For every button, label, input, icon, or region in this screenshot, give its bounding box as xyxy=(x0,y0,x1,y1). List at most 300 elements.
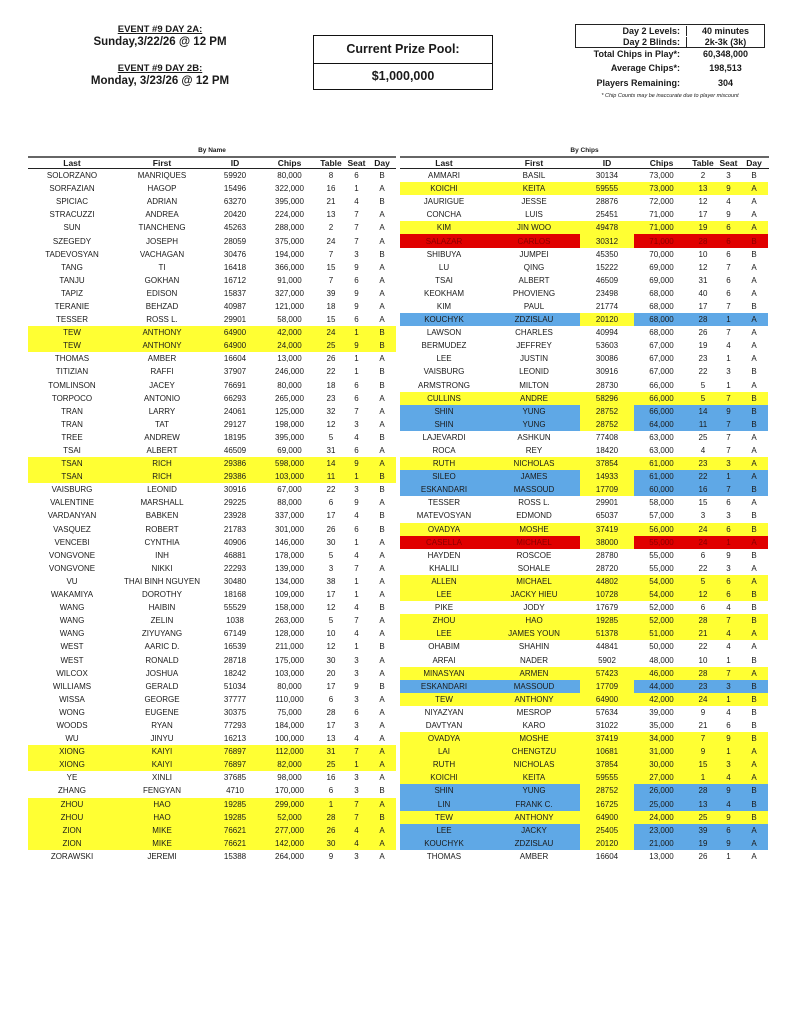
cell-seat: 9 xyxy=(354,262,359,272)
cell-day: A xyxy=(379,720,385,730)
cell-chips: 288,000 xyxy=(275,223,304,233)
table-row xyxy=(28,811,396,824)
cell-id: 15388 xyxy=(223,851,247,861)
table-row xyxy=(400,523,769,536)
cell-id: 16604 xyxy=(595,851,619,861)
cell-chips: 366,000 xyxy=(275,262,304,272)
cell-first: JUMPEI xyxy=(519,249,549,259)
cell-last: VALENTINE xyxy=(50,498,94,508)
table-row xyxy=(400,509,769,522)
table-row xyxy=(28,444,396,457)
table-row xyxy=(28,182,396,195)
table-row xyxy=(28,169,396,182)
cell-first: BABKEN xyxy=(145,511,179,521)
cell-chips: 82,000 xyxy=(262,758,317,771)
cell-day: B xyxy=(740,784,768,797)
table-row xyxy=(400,274,769,287)
cell-seat: 3 xyxy=(354,851,359,861)
cell-seat: 1 xyxy=(717,693,740,706)
cell-last: WEST xyxy=(60,655,84,665)
col-last: Last xyxy=(435,158,453,168)
cell-first: KAIYI xyxy=(116,745,208,758)
cell-table: 3 xyxy=(700,511,706,521)
cell-first: JAMES YOUN xyxy=(488,627,580,640)
cell-day: B xyxy=(379,432,385,442)
cell-table: 15 xyxy=(326,315,336,325)
cell-first: HAIBIN xyxy=(148,603,176,613)
cell-day: B xyxy=(379,171,385,181)
cell-day: A xyxy=(379,707,385,717)
table-row xyxy=(400,614,769,627)
cell-first: EUGENE xyxy=(145,707,179,717)
table-row xyxy=(400,640,769,653)
cell-first: HAO xyxy=(116,811,208,824)
cell-first: VACHAGAN xyxy=(139,249,185,259)
by-chips-caption: By Chips xyxy=(570,147,599,154)
cell-table: 5 xyxy=(689,575,717,588)
cell-first: ANTHONY xyxy=(488,811,580,824)
table-row xyxy=(400,536,769,549)
cell-chips: 277,000 xyxy=(262,824,317,837)
cell-seat: 7 xyxy=(345,798,368,811)
cell-day: A xyxy=(740,745,768,758)
cell-day: A xyxy=(751,432,757,442)
cell-first: MIKE xyxy=(116,824,208,837)
cell-first: BEHZAD xyxy=(145,301,179,311)
stat-players-value: 304 xyxy=(717,77,734,88)
table-row xyxy=(400,745,769,758)
cell-table: 13 xyxy=(689,182,717,195)
cell-id: 28752 xyxy=(580,418,634,431)
cell-id: 17709 xyxy=(580,680,634,693)
cell-first: KAIYI xyxy=(116,758,208,771)
cell-chips: 30,000 xyxy=(634,758,689,771)
cell-day: B xyxy=(751,511,757,521)
cell-day: B xyxy=(740,418,768,431)
cell-id: 20120 xyxy=(580,313,634,326)
cell-last: RUTH xyxy=(400,457,488,470)
cell-table: 26 xyxy=(698,851,708,861)
event-day-2a-title: EVENT #9 DAY 2A: xyxy=(117,24,203,35)
cell-last: ALLEN xyxy=(400,575,488,588)
cell-first: DOROTHY xyxy=(142,590,182,600)
table-row xyxy=(28,523,396,536)
cell-last: KOUCHYK xyxy=(400,837,488,850)
cell-chips: 52,000 xyxy=(262,811,317,824)
cell-day: A xyxy=(379,590,385,600)
cell-id: 64900 xyxy=(580,693,634,706)
cell-id: 37854 xyxy=(580,457,634,470)
cell-seat: 7 xyxy=(726,432,731,442)
cell-seat: 4 xyxy=(354,197,359,207)
cell-id: 16725 xyxy=(580,798,634,811)
cell-seat: 6 xyxy=(354,171,359,181)
cell-first: ANTHONY xyxy=(116,339,208,352)
cell-first: NADER xyxy=(519,655,548,665)
cell-id: 76621 xyxy=(208,824,262,837)
cell-table: 39 xyxy=(689,824,717,837)
table-row xyxy=(28,784,396,797)
table-row xyxy=(28,339,396,352)
cell-table: 28 xyxy=(689,313,717,326)
cell-first: JINYU xyxy=(150,734,174,744)
table-row xyxy=(400,457,769,470)
table-row xyxy=(28,732,396,745)
table-row xyxy=(28,365,396,378)
tournament-stats xyxy=(575,24,765,99)
cell-day: B xyxy=(751,249,757,259)
cell-chips: 68,000 xyxy=(649,288,674,298)
cell-chips: 64,000 xyxy=(634,418,689,431)
cell-first: AMBER xyxy=(519,851,549,861)
cell-chips: 75,000 xyxy=(277,707,302,717)
cell-table: 15 xyxy=(698,498,708,508)
cell-last: TERANIE xyxy=(54,301,90,311)
cell-seat: 7 xyxy=(717,667,740,680)
cell-seat: 3 xyxy=(717,680,740,693)
cell-table: 24 xyxy=(689,523,717,536)
cell-first: MOSHE xyxy=(488,732,580,745)
cell-chips: 58,000 xyxy=(277,315,302,325)
cell-table: 24 xyxy=(326,236,336,246)
table-row xyxy=(400,706,769,719)
cell-day: A xyxy=(379,616,385,626)
cell-id: 10681 xyxy=(580,745,634,758)
cell-last: TANJU xyxy=(59,275,85,285)
cell-seat: 6 xyxy=(354,393,359,403)
cell-last: KOICHI xyxy=(400,182,488,195)
cell-first: XINLI xyxy=(151,773,172,783)
table-row xyxy=(28,195,396,208)
cell-id: 28718 xyxy=(223,655,247,665)
cell-seat: 3 xyxy=(354,485,359,495)
cell-seat: 3 xyxy=(726,511,731,521)
cell-table: 17 xyxy=(698,301,708,311)
cell-day: A xyxy=(368,798,396,811)
cell-last: XIONG xyxy=(28,758,116,771)
cell-table: 25 xyxy=(689,811,717,824)
cell-table: 5 xyxy=(700,380,706,390)
cell-table: 10 xyxy=(326,629,336,639)
table-row xyxy=(28,274,396,287)
cell-id: 29386 xyxy=(208,457,262,470)
table-row xyxy=(400,300,769,313)
cell-seat: 3 xyxy=(717,758,740,771)
cell-day: B xyxy=(751,367,757,377)
cell-day: A xyxy=(740,627,768,640)
cell-last: ZION xyxy=(28,837,116,850)
cell-table: 23 xyxy=(689,457,717,470)
cell-chips: 52,000 xyxy=(649,603,674,613)
cell-id: 30375 xyxy=(223,707,247,717)
cell-chips: 71,000 xyxy=(649,210,674,220)
cell-last: STRACUZZI xyxy=(49,210,95,220)
cell-chips: 44,000 xyxy=(634,680,689,693)
cell-day: B xyxy=(751,171,757,181)
cell-last: LAI xyxy=(400,745,488,758)
cell-last: TRAN xyxy=(61,419,83,429)
cell-last: ESKANDARI xyxy=(400,483,488,496)
cell-day: B xyxy=(379,524,385,534)
cell-first: MASSOUD xyxy=(488,483,580,496)
cell-seat: 9 xyxy=(717,182,740,195)
table-row xyxy=(28,745,396,758)
cell-chips: 112,000 xyxy=(262,745,317,758)
cell-table: 16 xyxy=(326,184,336,194)
cell-chips: 246,000 xyxy=(275,367,304,377)
table-row xyxy=(28,431,396,444)
cell-id: 58296 xyxy=(580,392,634,405)
cell-first: ROSS L. xyxy=(518,498,550,508)
cell-day: A xyxy=(379,223,385,233)
cell-last: LEE xyxy=(400,627,488,640)
table-row xyxy=(28,850,396,863)
cell-last: VONGVONE xyxy=(48,563,96,573)
cell-seat: 6 xyxy=(717,523,740,536)
cell-day: A xyxy=(379,851,385,861)
table-row xyxy=(28,379,396,392)
cell-seat: 6 xyxy=(726,498,731,508)
cell-day: A xyxy=(379,655,385,665)
cell-day: A xyxy=(751,642,757,652)
cell-chips: 103,000 xyxy=(275,668,304,678)
cell-last: RUTH xyxy=(400,758,488,771)
cell-first: LUIS xyxy=(525,210,543,220)
cell-day: A xyxy=(751,341,757,351)
table-row xyxy=(28,771,396,784)
cell-seat: 6 xyxy=(717,234,740,247)
cell-table: 2 xyxy=(700,171,706,181)
table-row xyxy=(28,208,396,221)
cell-last: WU xyxy=(65,734,79,744)
cell-id: 22293 xyxy=(223,563,247,573)
cell-day: A xyxy=(379,576,385,586)
cell-first: ROBERT xyxy=(145,524,179,534)
cell-seat: 9 xyxy=(345,457,368,470)
cell-seat: 7 xyxy=(726,262,731,272)
table-row xyxy=(400,562,769,575)
cell-id: 76691 xyxy=(223,380,247,390)
cell-day: A xyxy=(379,537,385,547)
cell-seat: 1 xyxy=(345,326,368,339)
cell-table: 24 xyxy=(689,693,717,706)
by-name-body xyxy=(28,169,396,863)
table-row xyxy=(28,405,396,418)
table-row xyxy=(28,483,396,496)
cell-seat: 1 xyxy=(726,354,731,364)
cell-first: MESROP xyxy=(516,707,552,717)
cell-table: 10 xyxy=(698,249,708,259)
cell-day: B xyxy=(379,603,385,613)
cell-seat: 7 xyxy=(726,446,731,456)
event-day-2b xyxy=(60,63,260,87)
col-table: Table xyxy=(692,158,714,168)
cell-id: 18242 xyxy=(223,668,247,678)
cell-first: JACKY xyxy=(488,824,580,837)
table-row xyxy=(400,365,769,378)
cell-id: 24061 xyxy=(223,406,247,416)
cell-id: 19285 xyxy=(208,798,262,811)
cell-seat: 6 xyxy=(717,221,740,234)
cell-chips: 73,000 xyxy=(649,171,674,181)
cell-day: A xyxy=(740,667,768,680)
cell-first: JAMES xyxy=(488,470,580,483)
cell-id: 45263 xyxy=(223,223,247,233)
cell-id: 40994 xyxy=(595,328,619,338)
table-row xyxy=(28,392,396,405)
cell-seat: 4 xyxy=(354,432,359,442)
cell-first: ANTHONY xyxy=(488,693,580,706)
table-row xyxy=(28,588,396,601)
table-row xyxy=(400,221,769,234)
cell-seat: 6 xyxy=(717,824,740,837)
cell-day: B xyxy=(368,470,396,483)
cell-chips: 69,000 xyxy=(649,275,674,285)
cell-id: 23928 xyxy=(223,511,247,521)
cell-chips: 66,000 xyxy=(634,392,689,405)
cell-last: SHIN xyxy=(400,784,488,797)
cell-first: LEONID xyxy=(147,485,177,495)
cell-chips: 211,000 xyxy=(275,642,304,652)
cell-chips: 69,000 xyxy=(649,262,674,272)
cell-last: TAPIZ xyxy=(60,288,84,298)
cell-id: 59555 xyxy=(580,182,634,195)
cell-id: 20120 xyxy=(580,837,634,850)
cell-day: A xyxy=(379,184,385,194)
cell-table: 19 xyxy=(689,837,717,850)
cell-day: B xyxy=(379,642,385,652)
cell-day: A xyxy=(379,393,385,403)
table-row xyxy=(400,811,769,824)
cell-last: VU xyxy=(66,576,78,586)
table-row xyxy=(400,287,769,300)
cell-seat: 6 xyxy=(354,524,359,534)
table-row xyxy=(28,575,396,588)
cell-seat: 4 xyxy=(345,837,368,850)
cell-seat: 7 xyxy=(354,236,359,246)
table-row xyxy=(28,326,396,339)
cell-first: MILTON xyxy=(519,380,549,390)
cell-last: LEE xyxy=(436,354,452,364)
cell-table: 23 xyxy=(689,680,717,693)
cell-first: ZDZISLAU xyxy=(488,313,580,326)
cell-first: JIN WOO xyxy=(488,221,580,234)
cell-day: B xyxy=(740,680,768,693)
cell-chips: 56,000 xyxy=(634,523,689,536)
cell-table: 31 xyxy=(326,446,336,456)
cell-chips: 264,000 xyxy=(275,851,304,861)
cell-day: A xyxy=(368,837,396,850)
stat-blinds xyxy=(576,36,764,47)
cell-day: A xyxy=(379,668,385,678)
cell-table: 18 xyxy=(326,301,336,311)
table-row xyxy=(400,627,769,640)
table-row xyxy=(28,470,396,483)
cell-last: CULLINS xyxy=(400,392,488,405)
cell-chips: 24,000 xyxy=(262,339,317,352)
cell-chips: 58,000 xyxy=(649,498,674,508)
cell-id: 37777 xyxy=(223,694,247,704)
cell-first: TIANCHENG xyxy=(138,223,186,233)
cell-first: AMBER xyxy=(147,354,177,364)
cell-first: FENGYAN xyxy=(142,786,182,796)
cell-seat: 6 xyxy=(717,575,740,588)
col-chips: Chips xyxy=(649,158,674,168)
table-row xyxy=(28,352,396,365)
cell-table: 5 xyxy=(328,616,334,626)
cell-first: THAI BINH NGUYEN xyxy=(123,576,200,586)
cell-day: A xyxy=(751,498,757,508)
col-seat: Seat xyxy=(719,158,738,168)
cell-chips: 48,000 xyxy=(649,655,674,665)
cell-id: 63270 xyxy=(223,197,247,207)
cell-chips: 60,000 xyxy=(634,483,689,496)
cell-last: MATEVOSYAN xyxy=(416,511,472,521)
cell-chips: 63,000 xyxy=(649,446,674,456)
cell-first: JACEY xyxy=(149,380,175,390)
table-row xyxy=(400,483,769,496)
cell-id: 31022 xyxy=(595,720,619,730)
cell-table: 28 xyxy=(689,784,717,797)
cell-first: RYAN xyxy=(151,720,173,730)
cell-seat: 6 xyxy=(726,275,731,285)
cell-id: 29225 xyxy=(223,498,247,508)
cell-chips: 61,000 xyxy=(634,457,689,470)
cell-last: TESSER xyxy=(427,498,460,508)
stat-avg-label: Average Chips*: xyxy=(610,63,680,74)
cell-chips: 80,000 xyxy=(277,380,302,390)
cell-table: 28 xyxy=(326,707,336,717)
table-row xyxy=(28,536,396,549)
cell-table: 26 xyxy=(317,824,345,837)
cell-table: 5 xyxy=(328,550,334,560)
table-row xyxy=(28,640,396,653)
cell-day: A xyxy=(379,446,385,456)
cell-day: A xyxy=(379,288,385,298)
cell-day: B xyxy=(751,603,757,613)
cell-table: 12 xyxy=(326,419,336,429)
cell-last: BERMUDEZ xyxy=(421,341,467,351)
cell-last: LU xyxy=(438,262,450,272)
cell-table: 25 xyxy=(317,758,345,771)
cell-chips: 39,000 xyxy=(649,707,674,717)
table-row xyxy=(400,431,769,444)
cell-id: 44841 xyxy=(595,642,619,652)
cell-seat: 1 xyxy=(726,851,731,861)
cell-table: 39 xyxy=(326,288,336,298)
cell-last: THOMAS xyxy=(54,354,90,364)
cell-day: A xyxy=(751,446,757,456)
cell-first: ALBERT xyxy=(518,275,550,285)
cell-day: A xyxy=(740,457,768,470)
cell-chips: 46,000 xyxy=(634,667,689,680)
cell-seat: 4 xyxy=(726,707,731,717)
cell-day: A xyxy=(751,354,757,364)
cell-last: SOLORZANO xyxy=(46,171,98,181)
cell-first: TI xyxy=(158,262,166,272)
cell-table: 1 xyxy=(689,771,717,784)
cell-id: 25405 xyxy=(580,824,634,837)
cell-last: TSAI xyxy=(435,275,453,285)
cell-first: REY xyxy=(525,446,543,456)
cell-seat: 3 xyxy=(726,171,731,181)
cell-seat: 3 xyxy=(354,786,359,796)
cell-day: A xyxy=(751,380,757,390)
cell-table: 9 xyxy=(689,745,717,758)
by-chips-table xyxy=(400,147,769,863)
cell-table: 17 xyxy=(698,210,708,220)
cell-seat: 9 xyxy=(354,498,359,508)
